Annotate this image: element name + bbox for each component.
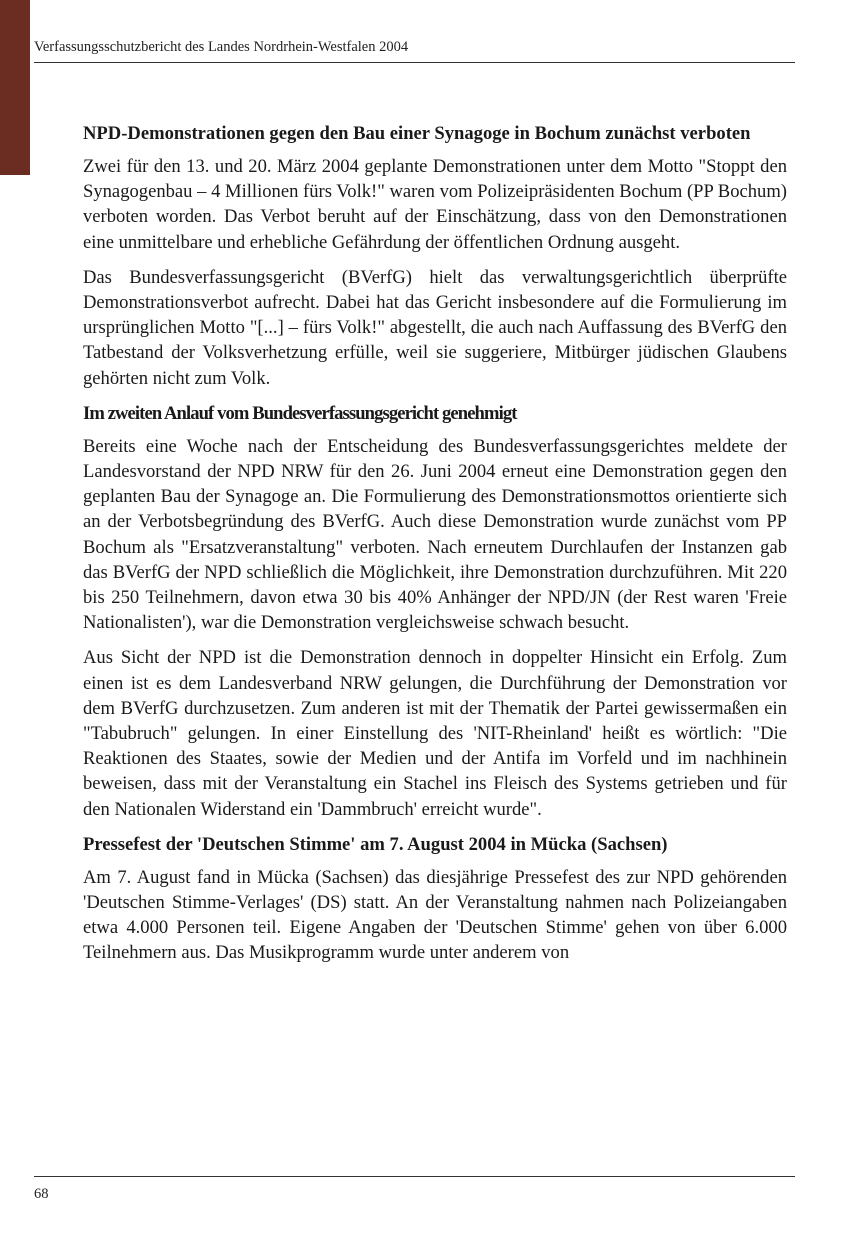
- paragraph-npd-success: Aus Sicht der NPD ist die Demonstration dennoch in doppelter Hinsicht ein Erfolg. Zum einen ist es dem Landesverband NRW gelungen, die Durchführung der Demonstration vor dem BVerfG durchzusetzen. Zum anderen ist mit der Thematik der Partei gewissermaßen ein "Tabubruch" gelungen. In einer Einstellung des 'NIT-Rheinland' heißt es wörtlich: "Die Reaktionen des Staates, sowie der Medien und der Antifa im Vorfeld und im nachhinein beweisen, dass mit der Veranstaltung ein Stachel ins Fleisch des Systems getrieben und für den Nationalen Widerstand ein 'Dammbruch' erreicht wurde".: [83, 647, 787, 820]
- page-number: 68: [34, 1186, 49, 1202]
- paragraph-ban-intro: Zwei für den 13. und 20. März 2004 geplante Demonstrationen unter dem Motto "Stoppt den Synagogenbau – 4 Millionen fürs Volk!" waren vom Polizeipräsidenten Bochum (PP Bochum) verboten worden. Das Verbot beruht auf der Einschätzung, dass von den Demonstrationen eine unmittelbare und erhebliche Gefährdung der öffentlichen Ordnung ausgeht.: [83, 156, 787, 253]
- page-body: [83, 121, 787, 976]
- footer-divider: [34, 1176, 795, 1177]
- section-heading-pressefest: Pressefest der 'Deutschen Stimme' am 7. August 2004 in Mücka (Sachsen): [83, 833, 668, 855]
- header-divider: [34, 62, 795, 63]
- paragraph-second-demonstration: Bereits eine Woche nach der Entscheidung des Bundesverfassungsgerichtes meldete der Landesvorstand der NPD NRW für den 26. Juni 2004 erneut eine Demonstration gegen den geplanten Bau der Synagoge an. Die Formulierung des Demonstrationsmottos orientierte sich an der Verbotsbegründung des BVerfG. Auch diese Demonstration wurde zunächst vom PP Bochum als "Ersatzveranstaltung" verboten. Nach erneutem Durchlaufen der Instanzen gab das BVerfG der NPD schließlich die Möglichkeit, ihre Demonstration durchzuführen. Mit 220 bis 250 Teilnehmern, davon etwa 30 bis 40% Anhänger der NPD/JN (der Rest waren 'Freie Nationalisten'), war die Demonstration vergleichsweise schwach besucht.: [83, 435, 787, 634]
- section-heading-second-attempt: Im zweiten Anlauf vom Bundesverfassungsgericht genehmigt: [83, 402, 517, 424]
- chapter-color-tab: [0, 0, 30, 175]
- paragraph-pressefest: Am 7. August fand in Mücka (Sachsen) das diesjährige Pressefest des zur NPD gehörenden 'Deutschen Stimme-Verlages' (DS) statt. An der Veranstaltung nahmen nach Polizeiangaben etwa 4.000 Personen teil. Eigene Angaben der 'Deutschen Stimme' gehen von über 6.000 Teilnehmern aus. Das Musikprogramm wurde unter anderem von: [83, 866, 787, 964]
- section-heading-synagogue-ban: NPD-Demonstrationen gegen den Bau einer Synagoge in Bochum zunächst verboten: [83, 123, 751, 144]
- running-header-title: Verfassungsschutzbericht des Landes Nordrhein-Westfalen 2004: [34, 39, 409, 55]
- paragraph-bverfg-ruling: Das Bundesverfassungsgericht (BVerfG) hielt das verwaltungsgerichtlich überprüfte Demonstrationsverbot aufrecht. Dabei hat das Gericht insbesondere auf die Formulierung im ursprünglichen Motto "[...] – fürs Volk!" abgestellt, die auch nach Auffassung des BVerfG den Tatbestand der Volksverhetzung erfülle, weil sie suggeriere, Mitbürger jüdischen Glaubens gehörten nicht zum Volk.: [83, 266, 787, 389]
